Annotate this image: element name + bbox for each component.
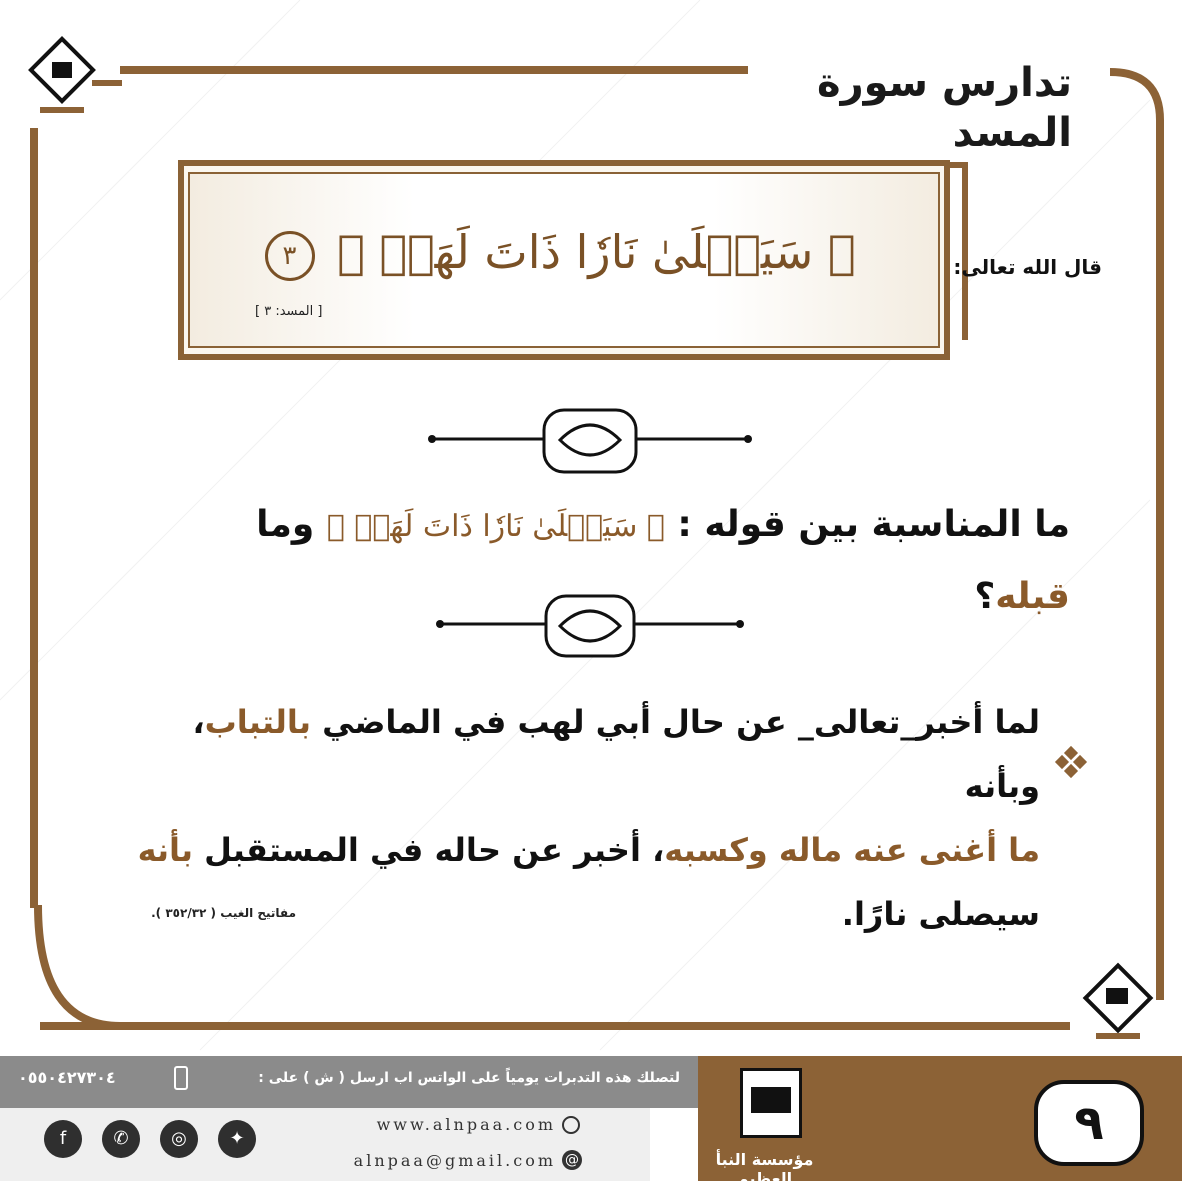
page-title: تدارس سورة المسد [816,60,1072,156]
corner-logo-top-left [31,39,93,110]
facebook-icon[interactable]: f [44,1120,82,1158]
answer-line-3: سيصلى نارًا. [841,895,1040,933]
instagram-icon[interactable]: ◎ [160,1120,198,1158]
phone-icon [174,1066,188,1090]
email-link[interactable]: alnpaa@gmail.com [353,1151,556,1170]
question-verse: ﴿ سَيَصۡلَىٰ نَارٗا ذَاتَ لَهَبٖ ﴾ [326,509,665,544]
twitter-icon[interactable]: ✦ [218,1120,256,1158]
whatsapp-instruction: لتصلك هذه التدبرات يومياً على الواتس اب ارسل ( ش ) على : [258,1070,680,1086]
whatsapp-icon[interactable]: ✆ [102,1120,140,1158]
question-middle: وما [256,504,315,545]
at-icon: @ [562,1150,582,1170]
whatsapp-phone-number[interactable]: ٠٥٥٠٤٢٧٣٠٤ [18,1068,116,1087]
question-mark: ؟ [974,576,996,617]
verse-quote: ﴿ سَيَصۡلَىٰ نَارٗا ذَاتَ لَهَبٖ ﴾ [337,225,856,279]
verse-intro: قال الله تعالى: [953,255,1102,279]
answer-line-1: لما أخبر_تعالى_ عن حال أبي لهب في الماضي بالتباب، وبأنه [192,703,1040,805]
bullet-diamond-icon [1055,746,1087,778]
website-link[interactable]: www.alnpaa.com [376,1115,556,1134]
page-number: ٩ [1074,1095,1104,1151]
source-citation: مفاتيح الغيب ( ٣٥٢/٣٢ ). [151,906,296,920]
question-prefix: ما المناسبة بين قوله : [677,504,1070,545]
corner-logo-bottom-right [1085,965,1150,1036]
organization-logo [740,1068,802,1138]
verse-reference: [ المسد: ٣ ] [255,304,323,319]
answer-text [125,690,1040,933]
answer-line-2: ما أغنى عنه ماله وكسبه، أخبر عن حاله في المستقبل بأنه [137,831,1040,869]
organization-name: مؤسسة النبأ العظيم [715,1150,814,1188]
ornament-divider-bottom [436,596,744,656]
question-accent: قبله [995,576,1070,617]
ayah-number-badge: ٣ [265,231,315,281]
globe-icon [562,1116,580,1134]
question-heading [170,490,1070,617]
verse-text [210,212,910,292]
ornament-divider-top [428,410,752,472]
